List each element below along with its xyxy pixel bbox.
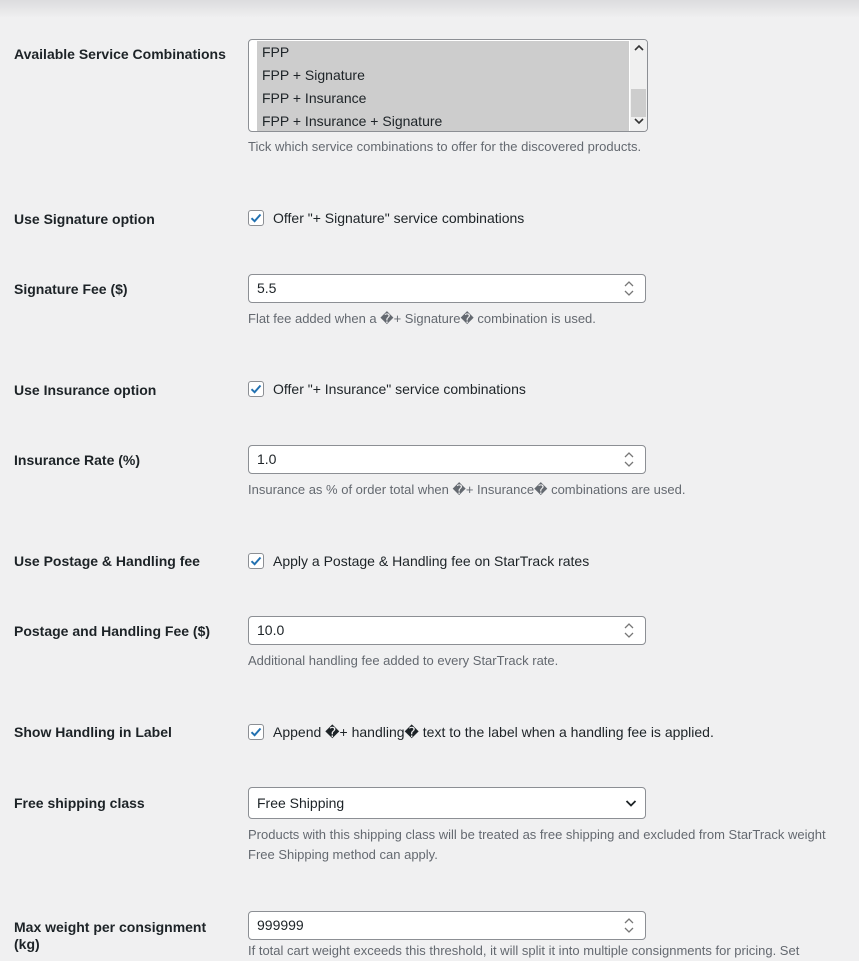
spinner-icon[interactable] [623,280,635,297]
chevron-down-icon [625,797,637,809]
service-combinations-multiselect[interactable] [248,39,648,132]
show-handling-label: Show Handling in Label [14,724,172,740]
use-signature-checkbox[interactable] [248,210,264,226]
spinner-icon[interactable] [623,622,635,639]
max-weight-value: 999999 [257,917,304,933]
service-option-fpp-insurance-signature[interactable]: FPP + Insurance + Signature [257,110,629,132]
max-weight-input[interactable] [248,911,646,940]
insurance-rate-input[interactable] [248,445,646,474]
use-handling-checkbox-row[interactable] [248,551,589,571]
signature-fee-input[interactable] [248,274,646,303]
use-insurance-checkbox-label: Offer "+ Insurance" service combinations [273,381,526,397]
service-combinations-label: Available Service Combinations [14,46,226,62]
insurance-rate-description: Insurance as % of order total when �+ Insurance� combinations are used. [248,482,686,497]
signature-fee-label: Signature Fee ($) [14,281,128,297]
free-shipping-class-selected: Free Shipping [257,795,345,811]
chevron-down-icon[interactable] [630,114,647,131]
max-weight-description: If total cart weight exceeds this threshold, it will split it into multiple consignments for pricing. Set [248,943,800,958]
handling-fee-label: Postage and Handling Fee ($) [14,623,211,639]
handling-fee-input[interactable] [248,616,646,645]
signature-fee-description: Flat fee added when a �+ Signature� combination is used. [248,311,596,326]
max-weight-label-line1: Max weight per consignment [14,919,207,935]
insurance-rate-label: Insurance Rate (%) [14,452,141,468]
insurance-rate-value: 1.0 [257,451,277,467]
checkmark-icon [249,725,263,739]
use-insurance-checkbox[interactable] [248,381,264,397]
service-option-fpp-insurance[interactable]: FPP + Insurance [257,87,629,110]
free-shipping-class-description-line2: Free Shipping method can apply. [248,847,438,862]
show-handling-checkbox[interactable] [248,724,264,740]
free-shipping-class-description-line1: Products with this shipping class will be treated as free shipping and excluded from StarTrack weight [248,827,826,842]
scrollbar-thumb[interactable] [631,89,646,117]
handling-fee-description: Additional handling fee added to every StarTrack rate. [248,653,559,668]
service-option-fpp[interactable]: FPP [257,41,629,64]
show-handling-checkbox-label: Append �+ handling� text to the label when a handling fee is applied. [273,723,714,740]
multiselect-scrollbar[interactable] [630,40,647,131]
service-combinations-description: Tick which service combinations to offer for the discovered products. [248,139,642,154]
checkmark-icon [249,382,263,396]
use-handling-checkbox-label: Apply a Postage & Handling fee on StarTrack rates [273,553,590,569]
spinner-icon[interactable] [623,451,635,468]
checkmark-icon [249,211,263,225]
use-handling-checkbox[interactable] [248,553,264,569]
use-signature-checkbox-label: Offer "+ Signature" service combinations [273,210,525,226]
top-shadow [0,0,859,18]
handling-fee-value: 10.0 [257,622,285,638]
signature-fee-value: 5.5 [257,280,277,296]
free-shipping-class-label: Free shipping class [14,795,145,811]
use-signature-checkbox-row[interactable] [248,208,524,228]
use-handling-label: Use Postage & Handling fee [14,553,200,569]
use-insurance-checkbox-row[interactable] [248,379,526,399]
use-signature-label: Use Signature option [14,211,155,227]
max-weight-label-line2: (kg) [14,936,40,952]
free-shipping-class-select[interactable] [248,787,646,819]
spinner-icon[interactable] [623,917,635,934]
show-handling-checkbox-row[interactable] [248,722,714,742]
checkmark-icon [249,554,263,568]
service-option-fpp-signature[interactable]: FPP + Signature [257,64,629,87]
use-insurance-label: Use Insurance option [14,382,157,398]
chevron-up-icon[interactable] [630,40,647,57]
